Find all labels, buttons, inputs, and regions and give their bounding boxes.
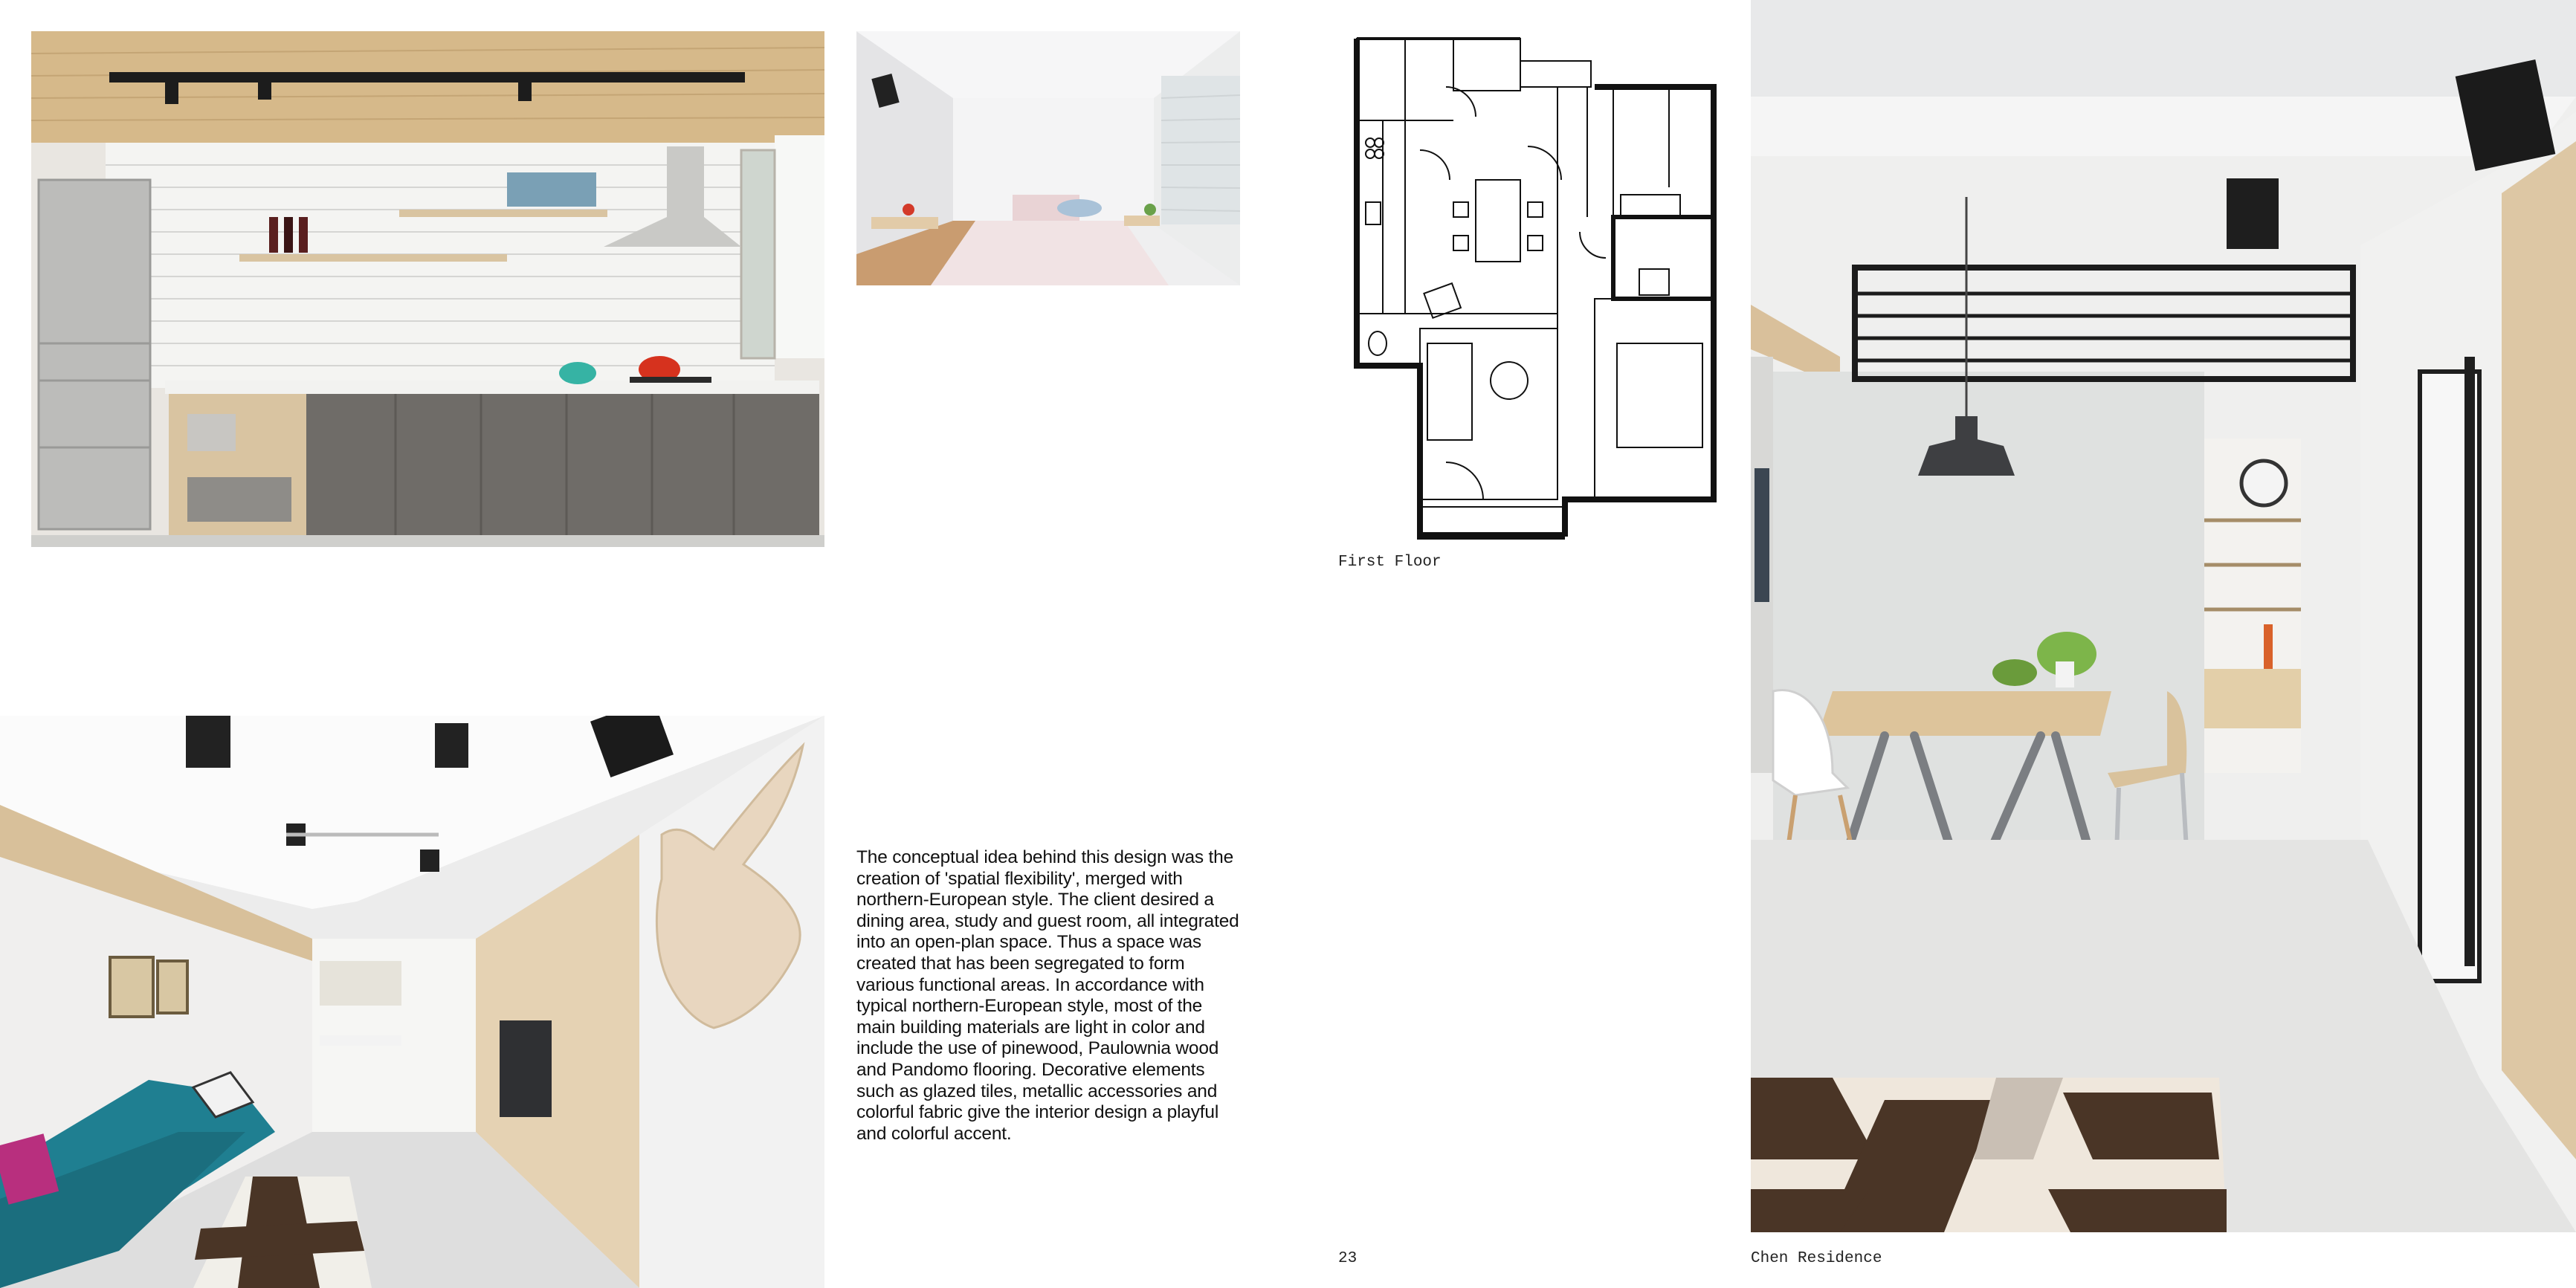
living-room-photo bbox=[0, 716, 824, 1288]
bedroom-photo bbox=[856, 31, 1240, 285]
running-title: Chen Residence bbox=[1751, 1250, 1882, 1267]
kitchen-photo bbox=[31, 31, 824, 547]
floor-plan bbox=[1342, 31, 1717, 544]
dining-photo bbox=[1751, 0, 2576, 1232]
body-paragraph: The conceptual idea behind this design was the creation of 'spatial flexibility', merged with northern-European style. The client desired a dining area, study and guest room, all integrated into an open-plan space. Thus a space was created that has been segregated to form various functional areas. In accordance with typical northern-European style, most of the main building materials are light in color and include the use of pinewood, Paulownia wood and Pandomo flooring. Decorative elements such as glazed tiles, metallic accessories and colorful fabric give the interior design a playful and colorful accent. bbox=[856, 847, 1239, 1144]
floor-plan-caption: First Floor bbox=[1338, 554, 1442, 571]
page-number: 23 bbox=[1338, 1250, 1358, 1267]
